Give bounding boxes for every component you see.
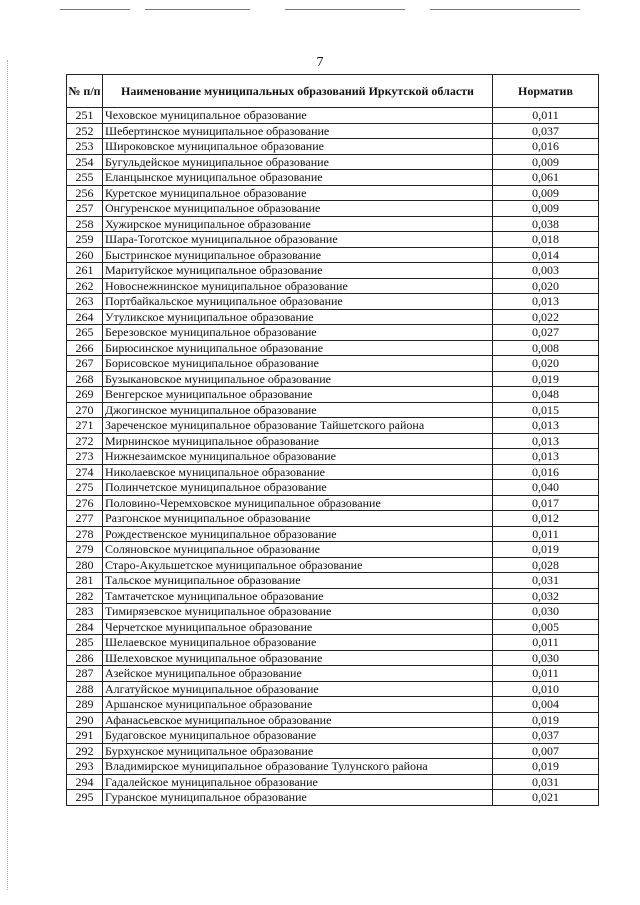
row-number: 282 (67, 588, 103, 604)
table-row (67, 588, 599, 604)
row-number: 253 (67, 139, 103, 155)
scan-edge-marks (0, 0, 640, 12)
municipality-name: Новоснежнинское муниципальное образование (103, 278, 493, 294)
municipality-name: Полинчетское муниципальное образование (103, 480, 493, 496)
row-number: 272 (67, 433, 103, 449)
norm-value: 0,005 (493, 619, 599, 635)
row-number: 289 (67, 697, 103, 713)
norm-value: 0,038 (493, 216, 599, 232)
table-row (67, 216, 599, 232)
norm-value: 0,020 (493, 278, 599, 294)
municipality-name: Онгуренское муниципальное образование (103, 201, 493, 217)
norm-value: 0,012 (493, 511, 599, 527)
norm-value: 0,011 (493, 526, 599, 542)
municipality-name: Борисовское муниципальное образование (103, 356, 493, 372)
row-number: 266 (67, 340, 103, 356)
norm-value: 0,013 (493, 294, 599, 310)
norm-value: 0,013 (493, 418, 599, 434)
table-row (67, 418, 599, 434)
table-row (67, 743, 599, 759)
row-number: 287 (67, 666, 103, 682)
norm-value: 0,009 (493, 154, 599, 170)
norm-value: 0,061 (493, 170, 599, 186)
row-number: 290 (67, 712, 103, 728)
norm-value: 0,003 (493, 263, 599, 279)
municipality-name: Портбайкальское муниципальное образование (103, 294, 493, 310)
row-number: 294 (67, 774, 103, 790)
row-number: 259 (67, 232, 103, 248)
norm-value: 0,032 (493, 588, 599, 604)
municipality-name: Еланцынское муниципальное образование (103, 170, 493, 186)
table-row (67, 278, 599, 294)
row-number: 286 (67, 650, 103, 666)
table-row (67, 759, 599, 775)
norm-value: 0,013 (493, 433, 599, 449)
municipality-name: Зареченское муниципальное образование Тайшетского района (103, 418, 493, 434)
municipality-name: Черчетское муниципальное образование (103, 619, 493, 635)
row-number: 274 (67, 464, 103, 480)
municipality-name: Хужирское муниципальное образование (103, 216, 493, 232)
norm-value: 0,028 (493, 557, 599, 573)
row-number: 262 (67, 278, 103, 294)
table-row (67, 511, 599, 527)
table-row (67, 666, 599, 682)
municipality-name: Соляновское муниципальное образование (103, 542, 493, 558)
norm-value: 0,040 (493, 480, 599, 496)
municipality-name: Гуранское муниципальное образование (103, 790, 493, 806)
row-number: 251 (67, 108, 103, 124)
row-number: 254 (67, 154, 103, 170)
municipality-name: Рождественское муниципальное образование (103, 526, 493, 542)
norm-value: 0,037 (493, 123, 599, 139)
row-number: 258 (67, 216, 103, 232)
norm-value: 0,016 (493, 464, 599, 480)
row-number: 268 (67, 371, 103, 387)
municipality-name: Старо-Акульшетское муниципальное образование (103, 557, 493, 573)
norm-value: 0,031 (493, 774, 599, 790)
municipality-name: Куретское муниципальное образование (103, 185, 493, 201)
municipality-name: Шебертинское муниципальное образование (103, 123, 493, 139)
row-number: 277 (67, 511, 103, 527)
table-row (67, 123, 599, 139)
norm-value: 0,019 (493, 371, 599, 387)
norm-value: 0,015 (493, 402, 599, 418)
table-row (67, 604, 599, 620)
municipality-name: Утуликское муниципальное образование (103, 309, 493, 325)
table-row (67, 325, 599, 341)
norm-value: 0,011 (493, 666, 599, 682)
row-number: 265 (67, 325, 103, 341)
scan-left-edge (7, 60, 9, 890)
table-row (67, 774, 599, 790)
municipality-name: Азейское муниципальное образование (103, 666, 493, 682)
row-number: 275 (67, 480, 103, 496)
norm-value: 0,027 (493, 325, 599, 341)
row-number: 291 (67, 728, 103, 744)
table-row (67, 681, 599, 697)
row-number: 267 (67, 356, 103, 372)
header-name: Наименование муниципальных образований Иркутской области (103, 75, 493, 108)
table-row (67, 557, 599, 573)
municipality-name: Мирнинское муниципальное образование (103, 433, 493, 449)
norm-value: 0,009 (493, 201, 599, 217)
row-number: 293 (67, 759, 103, 775)
municipality-name: Чеховское муниципальное образование (103, 108, 493, 124)
row-number: 273 (67, 449, 103, 465)
row-number: 281 (67, 573, 103, 589)
row-number: 279 (67, 542, 103, 558)
municipality-name: Гадалейское муниципальное образование (103, 774, 493, 790)
table-row (67, 433, 599, 449)
header-norm: Норматив (493, 75, 599, 108)
norm-value: 0,018 (493, 232, 599, 248)
table-row (67, 263, 599, 279)
norm-value: 0,017 (493, 495, 599, 511)
municipality-name: Венгерское муниципальное образование (103, 387, 493, 403)
row-number: 278 (67, 526, 103, 542)
row-number: 271 (67, 418, 103, 434)
norm-value: 0,020 (493, 356, 599, 372)
table-row (67, 697, 599, 713)
municipalities-table (66, 74, 599, 806)
table-row (67, 728, 599, 744)
row-number: 280 (67, 557, 103, 573)
municipality-name: Афанасьевское муниципальное образование (103, 712, 493, 728)
norm-value: 0,021 (493, 790, 599, 806)
municipality-name: Половино-Черемховское муниципальное образование (103, 495, 493, 511)
municipality-name: Тамтачетское муниципальное образование (103, 588, 493, 604)
row-number: 270 (67, 402, 103, 418)
norm-value: 0,004 (493, 697, 599, 713)
table-row (67, 387, 599, 403)
table-row (67, 356, 599, 372)
municipality-name: Быстринское муниципальное образование (103, 247, 493, 263)
municipality-name: Николаевское муниципальное образование (103, 464, 493, 480)
municipality-name: Разгонское муниципальное образование (103, 511, 493, 527)
table-body (67, 108, 599, 806)
norm-value: 0,019 (493, 712, 599, 728)
norm-value: 0,010 (493, 681, 599, 697)
norm-value: 0,009 (493, 185, 599, 201)
table-row (67, 573, 599, 589)
municipality-name: Будаговское муниципальное образование (103, 728, 493, 744)
row-number: 257 (67, 201, 103, 217)
table-row (67, 185, 599, 201)
table-row (67, 371, 599, 387)
table-row (67, 790, 599, 806)
municipality-name: Нижнезаимское муниципальное образование (103, 449, 493, 465)
table-row (67, 294, 599, 310)
table-row (67, 495, 599, 511)
norm-value: 0,016 (493, 139, 599, 155)
row-number: 292 (67, 743, 103, 759)
municipality-name: Маритуйское муниципальное образование (103, 263, 493, 279)
table-row (67, 542, 599, 558)
row-number: 284 (67, 619, 103, 635)
norm-value: 0,019 (493, 759, 599, 775)
table-row (67, 170, 599, 186)
table-row (67, 526, 599, 542)
table-row (67, 449, 599, 465)
norm-value: 0,014 (493, 247, 599, 263)
norm-value: 0,007 (493, 743, 599, 759)
municipality-name: Тальское муниципальное образование (103, 573, 493, 589)
norm-value: 0,030 (493, 650, 599, 666)
norm-value: 0,048 (493, 387, 599, 403)
table-row (67, 232, 599, 248)
municipality-name: Алгатуйское муниципальное образование (103, 681, 493, 697)
table-row (67, 108, 599, 124)
municipality-name: Березовское муниципальное образование (103, 325, 493, 341)
municipality-name: Тимирязевское муниципальное образование (103, 604, 493, 620)
municipality-name: Широковское муниципальное образование (103, 139, 493, 155)
municipality-name: Бирюсинское муниципальное образование (103, 340, 493, 356)
table-row (67, 154, 599, 170)
municipality-name: Бугульдейское муниципальное образование (103, 154, 493, 170)
municipality-name: Владимирское муниципальное образование Тулунского района (103, 759, 493, 775)
table-row (67, 139, 599, 155)
table-row (67, 619, 599, 635)
norm-value: 0,011 (493, 108, 599, 124)
norm-value: 0,037 (493, 728, 599, 744)
norm-value: 0,030 (493, 604, 599, 620)
row-number: 285 (67, 635, 103, 651)
table-row (67, 402, 599, 418)
norm-value: 0,011 (493, 635, 599, 651)
row-number: 288 (67, 681, 103, 697)
municipality-name: Шара-Тоготское муниципальное образование (103, 232, 493, 248)
norm-value: 0,022 (493, 309, 599, 325)
table-row (67, 480, 599, 496)
table-row (67, 464, 599, 480)
municipality-name: Бузыкановское муниципальное образование (103, 371, 493, 387)
page-number: 7 (316, 55, 324, 70)
norm-value: 0,008 (493, 340, 599, 356)
row-number: 260 (67, 247, 103, 263)
table-row (67, 340, 599, 356)
row-number: 261 (67, 263, 103, 279)
table-header-row (67, 75, 599, 108)
table-row (67, 712, 599, 728)
norm-value: 0,031 (493, 573, 599, 589)
row-number: 252 (67, 123, 103, 139)
row-number: 276 (67, 495, 103, 511)
table-row (67, 309, 599, 325)
row-number: 255 (67, 170, 103, 186)
municipality-name: Джогинское муниципальное образование (103, 402, 493, 418)
municipality-name: Бурхунское муниципальное образование (103, 743, 493, 759)
row-number: 295 (67, 790, 103, 806)
norm-value: 0,013 (493, 449, 599, 465)
municipality-name: Аршанское муниципальное образование (103, 697, 493, 713)
table-row (67, 247, 599, 263)
row-number: 264 (67, 309, 103, 325)
municipality-name: Шелеховское муниципальное образование (103, 650, 493, 666)
row-number: 263 (67, 294, 103, 310)
table-row (67, 635, 599, 651)
row-number: 269 (67, 387, 103, 403)
municipality-name: Шелаевское муниципальное образование (103, 635, 493, 651)
table-row (67, 201, 599, 217)
norm-value: 0,019 (493, 542, 599, 558)
row-number: 283 (67, 604, 103, 620)
table-row (67, 650, 599, 666)
header-num: № п/п (67, 75, 103, 108)
row-number: 256 (67, 185, 103, 201)
